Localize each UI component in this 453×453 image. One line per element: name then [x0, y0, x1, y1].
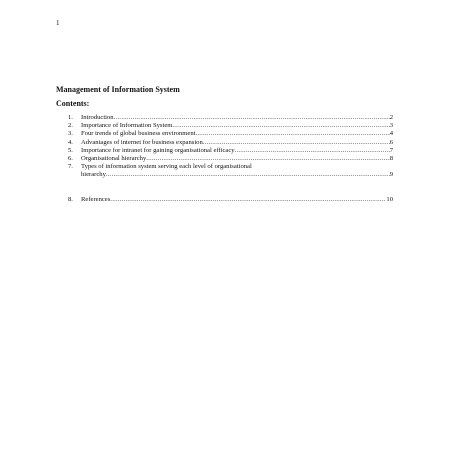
document-title: Management of Information System — [56, 85, 180, 94]
toc-entry-number: 3. — [68, 130, 73, 138]
toc-entry-title-line-1: Types of information system serving each level of organisational — [81, 163, 252, 171]
toc-entry-title-line-2: hierarchy — [81, 171, 106, 179]
table-of-contents — [68, 114, 393, 204]
toc-entry-advantages-of-internet[interactable] — [68, 139, 393, 147]
toc-entry-page: 6 — [389, 138, 393, 146]
toc-dot-leader — [203, 139, 390, 147]
toc-entry-importance-of-information-system[interactable] — [68, 122, 393, 130]
toc-entry-number: 4. — [68, 138, 73, 146]
toc-dot-leader — [114, 114, 390, 122]
toc-entry-organisational-hierarchy[interactable] — [68, 155, 393, 163]
toc-entry-number: 1. — [68, 114, 73, 121]
toc-entry-references[interactable] — [68, 196, 393, 204]
toc-entry-title: Organisational hierarchy — [81, 155, 147, 163]
toc-dot-leader — [106, 171, 390, 179]
toc-entry-page: 8 — [389, 155, 393, 163]
toc-dot-leader — [195, 130, 389, 138]
toc-entry-importance-of-intranet[interactable] — [68, 147, 393, 155]
toc-entry-title: Four trends of global business environment — [81, 130, 196, 138]
contents-heading: Contents: — [56, 99, 90, 108]
toc-entry-title: Introduction — [81, 114, 114, 121]
toc-entry-page: 2 — [389, 114, 393, 121]
toc-entry-page: 3 — [389, 122, 393, 130]
toc-entry-page: 4 — [389, 130, 393, 138]
page-number: 1 — [56, 19, 60, 27]
toc-entry-number: 8. — [68, 195, 73, 203]
toc-entry-title: Advantages of internet for business expansion — [81, 138, 203, 146]
toc-entry-number: 2. — [68, 122, 73, 130]
toc-entry-title: Importance for intranet for gaining organisational efficacy — [81, 146, 235, 154]
toc-entry-number: 6. — [68, 155, 73, 163]
toc-dot-leader — [146, 155, 389, 163]
toc-entry-title: Importance of Information System — [81, 122, 173, 130]
toc-entry-title: References — [81, 195, 111, 203]
toc-dot-leader — [110, 196, 386, 204]
toc-spacer — [68, 180, 393, 196]
toc-entry-introduction[interactable] — [68, 114, 393, 122]
toc-entry-four-trends[interactable] — [68, 130, 393, 138]
toc-entry-page: 9 — [389, 171, 393, 179]
toc-entry-number: 7. — [68, 163, 73, 171]
toc-entry-types-of-information-system[interactable] — [68, 163, 393, 179]
toc-entry-page: 10 — [386, 195, 393, 203]
toc-entry-page: 7 — [389, 146, 393, 154]
toc-dot-leader — [172, 122, 389, 130]
toc-entry-number: 5. — [68, 146, 73, 154]
toc-dot-leader — [235, 147, 390, 155]
